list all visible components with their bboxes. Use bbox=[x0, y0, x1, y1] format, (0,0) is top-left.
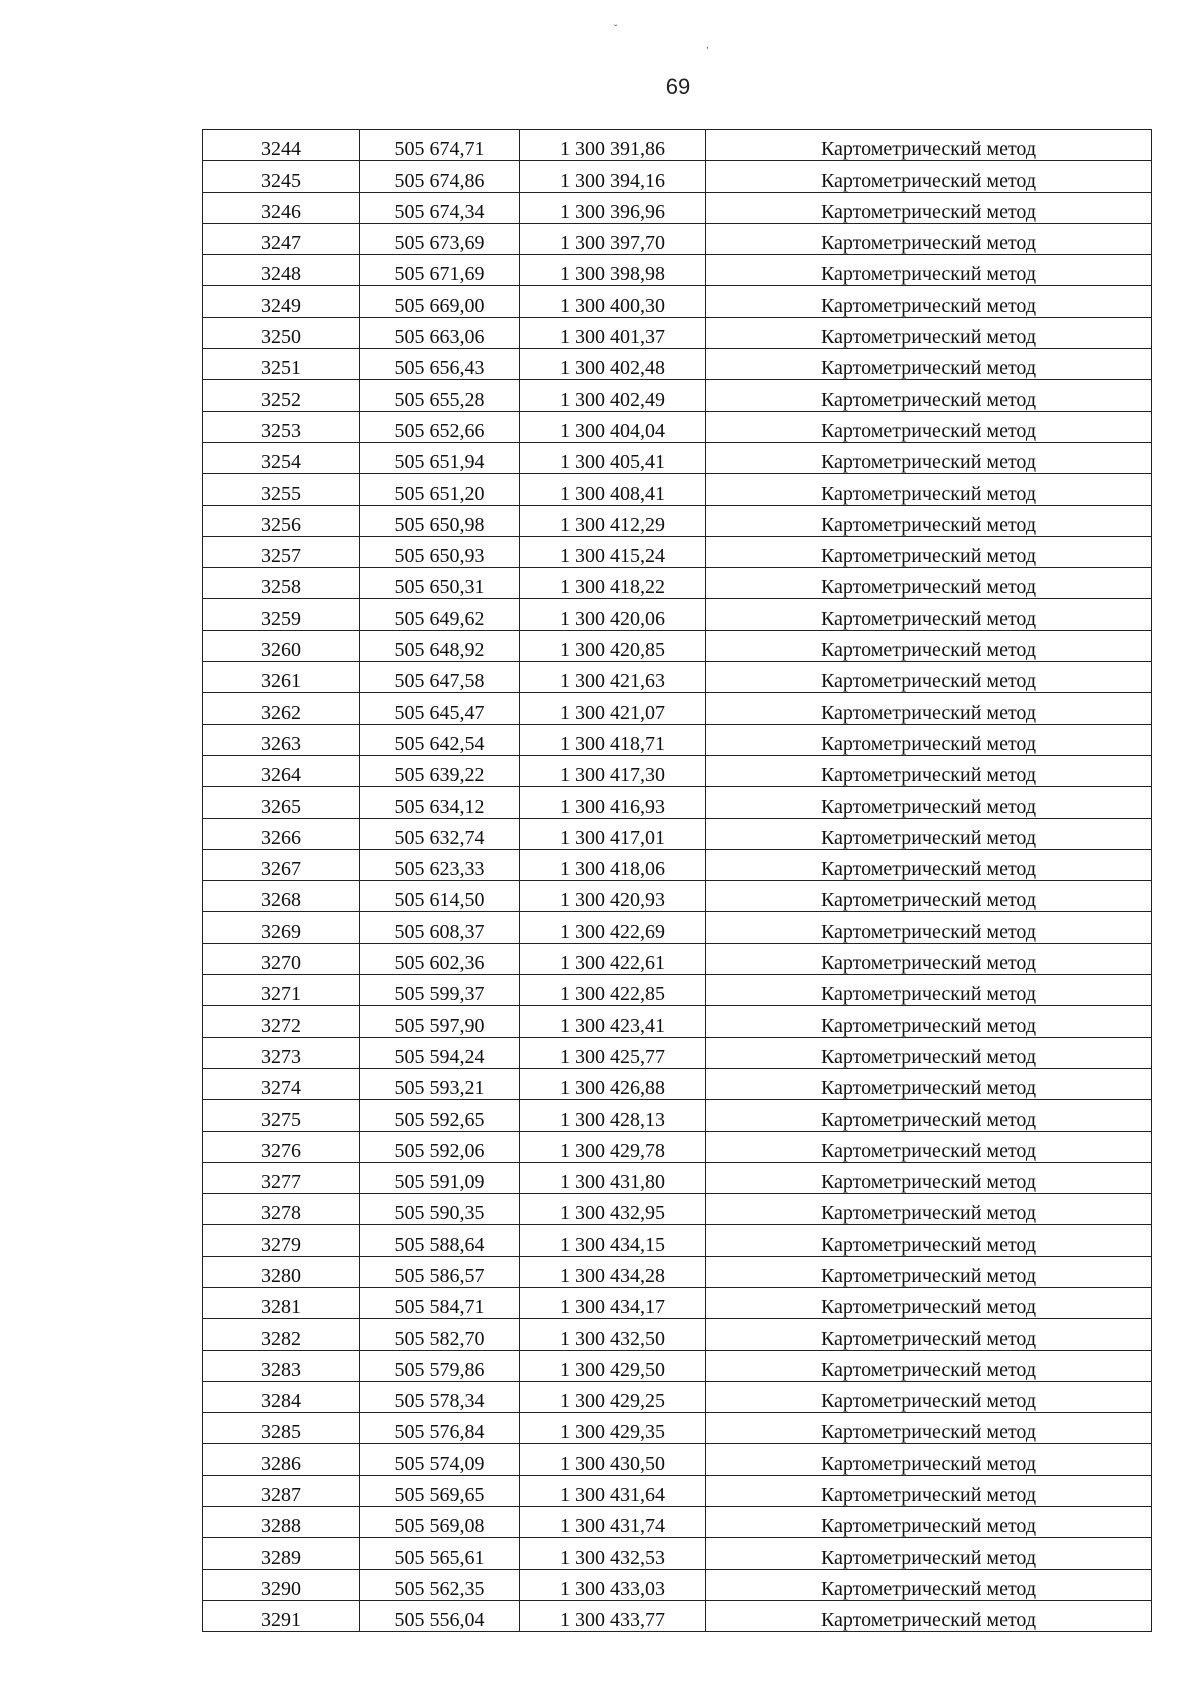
y-coordinate-cell: 1 300 421,07 bbox=[520, 693, 706, 724]
x-coordinate-cell: 505 656,43 bbox=[360, 349, 520, 380]
method-cell: Картометрический метод bbox=[706, 1507, 1152, 1538]
point-number-cell: 3277 bbox=[203, 1162, 360, 1193]
method-cell: Картометрический метод bbox=[706, 1287, 1152, 1318]
point-number-cell: 3247 bbox=[203, 223, 360, 254]
point-number-cell: 3244 bbox=[203, 130, 360, 161]
method-cell: Картометрический метод bbox=[706, 349, 1152, 380]
table-row bbox=[203, 286, 1152, 317]
method-cell: Картометрический метод bbox=[706, 787, 1152, 818]
table-row bbox=[203, 536, 1152, 567]
table-row bbox=[203, 724, 1152, 755]
method-cell: Картометрический метод bbox=[706, 1100, 1152, 1131]
point-number-cell: 3256 bbox=[203, 505, 360, 536]
x-coordinate-cell: 505 651,94 bbox=[360, 442, 520, 473]
y-coordinate-cell: 1 300 429,35 bbox=[520, 1413, 706, 1444]
method-cell: Картометрический метод bbox=[706, 1381, 1152, 1412]
point-number-cell: 3254 bbox=[203, 442, 360, 473]
x-coordinate-cell: 505 593,21 bbox=[360, 1068, 520, 1099]
table-row bbox=[203, 1600, 1152, 1631]
y-coordinate-cell: 1 300 432,50 bbox=[520, 1319, 706, 1350]
y-coordinate-cell: 1 300 434,17 bbox=[520, 1287, 706, 1318]
x-coordinate-cell: 505 674,86 bbox=[360, 161, 520, 192]
x-coordinate-cell: 505 650,93 bbox=[360, 536, 520, 567]
point-number-cell: 3266 bbox=[203, 818, 360, 849]
x-coordinate-cell: 505 594,24 bbox=[360, 1037, 520, 1068]
point-number-cell: 3268 bbox=[203, 881, 360, 912]
y-coordinate-cell: 1 300 429,78 bbox=[520, 1131, 706, 1162]
table-row bbox=[203, 787, 1152, 818]
point-number-cell: 3276 bbox=[203, 1131, 360, 1162]
table-row bbox=[203, 505, 1152, 536]
method-cell: Картометрический метод bbox=[706, 662, 1152, 693]
y-coordinate-cell: 1 300 420,06 bbox=[520, 599, 706, 630]
table-row bbox=[203, 255, 1152, 286]
point-number-cell: 3245 bbox=[203, 161, 360, 192]
point-number-cell: 3265 bbox=[203, 787, 360, 818]
table-row bbox=[203, 881, 1152, 912]
y-coordinate-cell: 1 300 429,25 bbox=[520, 1381, 706, 1412]
table-row bbox=[203, 1507, 1152, 1538]
method-cell: Картометрический метод bbox=[706, 1350, 1152, 1381]
method-cell: Картометрический метод bbox=[706, 192, 1152, 223]
point-number-cell: 3283 bbox=[203, 1350, 360, 1381]
y-coordinate-cell: 1 300 418,22 bbox=[520, 568, 706, 599]
scan-speck: ˇ bbox=[614, 24, 618, 35]
x-coordinate-cell: 505 650,31 bbox=[360, 568, 520, 599]
method-cell: Картометрический метод bbox=[706, 380, 1152, 411]
x-coordinate-cell: 505 588,64 bbox=[360, 1225, 520, 1256]
method-cell: Картометрический метод bbox=[706, 1475, 1152, 1506]
point-number-cell: 3280 bbox=[203, 1256, 360, 1287]
method-cell: Картометрический метод bbox=[706, 599, 1152, 630]
x-coordinate-cell: 505 565,61 bbox=[360, 1538, 520, 1569]
x-coordinate-cell: 505 591,09 bbox=[360, 1162, 520, 1193]
x-coordinate-cell: 505 632,74 bbox=[360, 818, 520, 849]
method-cell: Картометрический метод bbox=[706, 411, 1152, 442]
x-coordinate-cell: 505 648,92 bbox=[360, 630, 520, 661]
x-coordinate-cell: 505 655,28 bbox=[360, 380, 520, 411]
table-row bbox=[203, 662, 1152, 693]
point-number-cell: 3287 bbox=[203, 1475, 360, 1506]
y-coordinate-cell: 1 300 401,37 bbox=[520, 317, 706, 348]
y-coordinate-cell: 1 300 396,96 bbox=[520, 192, 706, 223]
y-coordinate-cell: 1 300 397,70 bbox=[520, 223, 706, 254]
y-coordinate-cell: 1 300 391,86 bbox=[520, 130, 706, 161]
method-cell: Картометрический метод bbox=[706, 1256, 1152, 1287]
x-coordinate-cell: 505 576,84 bbox=[360, 1413, 520, 1444]
point-number-cell: 3249 bbox=[203, 286, 360, 317]
x-coordinate-cell: 505 569,08 bbox=[360, 1507, 520, 1538]
table-row bbox=[203, 1444, 1152, 1475]
method-cell: Картометрический метод bbox=[706, 1006, 1152, 1037]
method-cell: Картометрический метод bbox=[706, 943, 1152, 974]
x-coordinate-cell: 505 650,98 bbox=[360, 505, 520, 536]
y-coordinate-cell: 1 300 433,03 bbox=[520, 1569, 706, 1600]
x-coordinate-cell: 505 674,71 bbox=[360, 130, 520, 161]
x-coordinate-cell: 505 562,35 bbox=[360, 1569, 520, 1600]
method-cell: Картометрический метод bbox=[706, 255, 1152, 286]
point-number-cell: 3257 bbox=[203, 536, 360, 567]
y-coordinate-cell: 1 300 432,53 bbox=[520, 1538, 706, 1569]
x-coordinate-cell: 505 608,37 bbox=[360, 912, 520, 943]
method-cell: Картометрический метод bbox=[706, 881, 1152, 912]
point-number-cell: 3273 bbox=[203, 1037, 360, 1068]
y-coordinate-cell: 1 300 417,30 bbox=[520, 755, 706, 786]
point-number-cell: 3290 bbox=[203, 1569, 360, 1600]
x-coordinate-cell: 505 582,70 bbox=[360, 1319, 520, 1350]
table-row bbox=[203, 1068, 1152, 1099]
table-row bbox=[203, 755, 1152, 786]
x-coordinate-cell: 505 579,86 bbox=[360, 1350, 520, 1381]
method-cell: Картометрический метод bbox=[706, 975, 1152, 1006]
method-cell: Картометрический метод bbox=[706, 630, 1152, 661]
method-cell: Картометрический метод bbox=[706, 1319, 1152, 1350]
table-row bbox=[203, 975, 1152, 1006]
x-coordinate-cell: 505 651,20 bbox=[360, 474, 520, 505]
table-row bbox=[203, 1006, 1152, 1037]
table-row bbox=[203, 1037, 1152, 1068]
table-row bbox=[203, 1413, 1152, 1444]
y-coordinate-cell: 1 300 420,85 bbox=[520, 630, 706, 661]
point-number-cell: 3251 bbox=[203, 349, 360, 380]
x-coordinate-cell: 505 592,06 bbox=[360, 1131, 520, 1162]
scan-speck: , bbox=[706, 40, 709, 51]
table-row bbox=[203, 1381, 1152, 1412]
y-coordinate-cell: 1 300 431,74 bbox=[520, 1507, 706, 1538]
y-coordinate-cell: 1 300 402,48 bbox=[520, 349, 706, 380]
point-number-cell: 3282 bbox=[203, 1319, 360, 1350]
table-row bbox=[203, 380, 1152, 411]
x-coordinate-cell: 505 597,90 bbox=[360, 1006, 520, 1037]
point-number-cell: 3271 bbox=[203, 975, 360, 1006]
point-number-cell: 3286 bbox=[203, 1444, 360, 1475]
table-row bbox=[203, 1350, 1152, 1381]
method-cell: Картометрический метод bbox=[706, 1569, 1152, 1600]
table-row bbox=[203, 1131, 1152, 1162]
table-row bbox=[203, 349, 1152, 380]
table-row bbox=[203, 1194, 1152, 1225]
point-number-cell: 3272 bbox=[203, 1006, 360, 1037]
table-row bbox=[203, 1162, 1152, 1193]
x-coordinate-cell: 505 634,12 bbox=[360, 787, 520, 818]
page-number: 69 bbox=[665, 74, 691, 99]
point-number-cell: 3274 bbox=[203, 1068, 360, 1099]
x-coordinate-cell: 505 586,57 bbox=[360, 1256, 520, 1287]
point-number-cell: 3259 bbox=[203, 599, 360, 630]
y-coordinate-cell: 1 300 423,41 bbox=[520, 1006, 706, 1037]
point-number-cell: 3270 bbox=[203, 943, 360, 974]
method-cell: Картометрический метод bbox=[706, 1162, 1152, 1193]
method-cell: Картометрический метод bbox=[706, 505, 1152, 536]
point-number-cell: 3279 bbox=[203, 1225, 360, 1256]
point-number-cell: 3285 bbox=[203, 1413, 360, 1444]
x-coordinate-cell: 505 663,06 bbox=[360, 317, 520, 348]
x-coordinate-cell: 505 556,04 bbox=[360, 1600, 520, 1631]
x-coordinate-cell: 505 592,65 bbox=[360, 1100, 520, 1131]
y-coordinate-cell: 1 300 421,63 bbox=[520, 662, 706, 693]
point-number-cell: 3263 bbox=[203, 724, 360, 755]
table-row bbox=[203, 317, 1152, 348]
y-coordinate-cell: 1 300 432,95 bbox=[520, 1194, 706, 1225]
method-cell: Картометрический метод bbox=[706, 223, 1152, 254]
x-coordinate-cell: 505 645,47 bbox=[360, 693, 520, 724]
method-cell: Картометрический метод bbox=[706, 755, 1152, 786]
y-coordinate-cell: 1 300 412,29 bbox=[520, 505, 706, 536]
table-row bbox=[203, 442, 1152, 473]
y-coordinate-cell: 1 300 422,85 bbox=[520, 975, 706, 1006]
table-row bbox=[203, 693, 1152, 724]
table-row bbox=[203, 1538, 1152, 1569]
point-number-cell: 3264 bbox=[203, 755, 360, 786]
point-number-cell: 3267 bbox=[203, 849, 360, 880]
table-row bbox=[203, 192, 1152, 223]
y-coordinate-cell: 1 300 431,64 bbox=[520, 1475, 706, 1506]
x-coordinate-cell: 505 673,69 bbox=[360, 223, 520, 254]
point-number-cell: 3288 bbox=[203, 1507, 360, 1538]
table-row bbox=[203, 630, 1152, 661]
x-coordinate-cell: 505 569,65 bbox=[360, 1475, 520, 1506]
method-cell: Картометрический метод bbox=[706, 1225, 1152, 1256]
table-row bbox=[203, 943, 1152, 974]
point-number-cell: 3278 bbox=[203, 1194, 360, 1225]
y-coordinate-cell: 1 300 430,50 bbox=[520, 1444, 706, 1475]
method-cell: Картометрический метод bbox=[706, 1037, 1152, 1068]
table-row bbox=[203, 1225, 1152, 1256]
method-cell: Картометрический метод bbox=[706, 724, 1152, 755]
point-number-cell: 3250 bbox=[203, 317, 360, 348]
table-row bbox=[203, 849, 1152, 880]
table-row bbox=[203, 223, 1152, 254]
point-number-cell: 3284 bbox=[203, 1381, 360, 1412]
y-coordinate-cell: 1 300 431,80 bbox=[520, 1162, 706, 1193]
point-number-cell: 3289 bbox=[203, 1538, 360, 1569]
table-row bbox=[203, 599, 1152, 630]
method-cell: Картометрический метод bbox=[706, 161, 1152, 192]
point-number-cell: 3275 bbox=[203, 1100, 360, 1131]
table-row bbox=[203, 1319, 1152, 1350]
x-coordinate-cell: 505 614,50 bbox=[360, 881, 520, 912]
y-coordinate-cell: 1 300 418,71 bbox=[520, 724, 706, 755]
y-coordinate-cell: 1 300 405,41 bbox=[520, 442, 706, 473]
point-number-cell: 3281 bbox=[203, 1287, 360, 1318]
method-cell: Картометрический метод bbox=[706, 474, 1152, 505]
x-coordinate-cell: 505 578,34 bbox=[360, 1381, 520, 1412]
y-coordinate-cell: 1 300 404,04 bbox=[520, 411, 706, 442]
method-cell: Картометрический метод bbox=[706, 1444, 1152, 1475]
x-coordinate-cell: 505 590,35 bbox=[360, 1194, 520, 1225]
y-coordinate-cell: 1 300 416,93 bbox=[520, 787, 706, 818]
point-number-cell: 3260 bbox=[203, 630, 360, 661]
method-cell: Картометрический метод bbox=[706, 286, 1152, 317]
x-coordinate-cell: 505 584,71 bbox=[360, 1287, 520, 1318]
y-coordinate-cell: 1 300 418,06 bbox=[520, 849, 706, 880]
y-coordinate-cell: 1 300 420,93 bbox=[520, 881, 706, 912]
x-coordinate-cell: 505 669,00 bbox=[360, 286, 520, 317]
y-coordinate-cell: 1 300 422,61 bbox=[520, 943, 706, 974]
y-coordinate-cell: 1 300 429,50 bbox=[520, 1350, 706, 1381]
table-row bbox=[203, 1256, 1152, 1287]
coordinates-table-body bbox=[203, 130, 1152, 1632]
point-number-cell: 3253 bbox=[203, 411, 360, 442]
point-number-cell: 3248 bbox=[203, 255, 360, 286]
coordinates-table bbox=[202, 129, 1152, 1632]
x-coordinate-cell: 505 599,37 bbox=[360, 975, 520, 1006]
y-coordinate-cell: 1 300 415,24 bbox=[520, 536, 706, 567]
table-row bbox=[203, 1287, 1152, 1318]
method-cell: Картометрический метод bbox=[706, 130, 1152, 161]
point-number-cell: 3291 bbox=[203, 1600, 360, 1631]
y-coordinate-cell: 1 300 402,49 bbox=[520, 380, 706, 411]
table-row bbox=[203, 161, 1152, 192]
table-row bbox=[203, 1475, 1152, 1506]
point-number-cell: 3269 bbox=[203, 912, 360, 943]
x-coordinate-cell: 505 602,36 bbox=[360, 943, 520, 974]
point-number-cell: 3262 bbox=[203, 693, 360, 724]
table-row bbox=[203, 130, 1152, 161]
y-coordinate-cell: 1 300 422,69 bbox=[520, 912, 706, 943]
method-cell: Картометрический метод bbox=[706, 1600, 1152, 1631]
x-coordinate-cell: 505 649,62 bbox=[360, 599, 520, 630]
y-coordinate-cell: 1 300 428,13 bbox=[520, 1100, 706, 1131]
x-coordinate-cell: 505 639,22 bbox=[360, 755, 520, 786]
method-cell: Картометрический метод bbox=[706, 1413, 1152, 1444]
x-coordinate-cell: 505 674,34 bbox=[360, 192, 520, 223]
x-coordinate-cell: 505 647,58 bbox=[360, 662, 520, 693]
y-coordinate-cell: 1 300 425,77 bbox=[520, 1037, 706, 1068]
method-cell: Картометрический метод bbox=[706, 818, 1152, 849]
table-row bbox=[203, 474, 1152, 505]
method-cell: Картометрический метод bbox=[706, 536, 1152, 567]
y-coordinate-cell: 1 300 434,28 bbox=[520, 1256, 706, 1287]
x-coordinate-cell: 505 574,09 bbox=[360, 1444, 520, 1475]
point-number-cell: 3246 bbox=[203, 192, 360, 223]
point-number-cell: 3252 bbox=[203, 380, 360, 411]
table-row bbox=[203, 1569, 1152, 1600]
point-number-cell: 3258 bbox=[203, 568, 360, 599]
y-coordinate-cell: 1 300 400,30 bbox=[520, 286, 706, 317]
y-coordinate-cell: 1 300 417,01 bbox=[520, 818, 706, 849]
y-coordinate-cell: 1 300 426,88 bbox=[520, 1068, 706, 1099]
x-coordinate-cell: 505 652,66 bbox=[360, 411, 520, 442]
method-cell: Картометрический метод bbox=[706, 442, 1152, 473]
point-number-cell: 3261 bbox=[203, 662, 360, 693]
method-cell: Картометрический метод bbox=[706, 1068, 1152, 1099]
method-cell: Картометрический метод bbox=[706, 1194, 1152, 1225]
method-cell: Картометрический метод bbox=[706, 568, 1152, 599]
x-coordinate-cell: 505 623,33 bbox=[360, 849, 520, 880]
table-row bbox=[203, 818, 1152, 849]
x-coordinate-cell: 505 671,69 bbox=[360, 255, 520, 286]
y-coordinate-cell: 1 300 433,77 bbox=[520, 1600, 706, 1631]
table-row bbox=[203, 1100, 1152, 1131]
method-cell: Картометрический метод bbox=[706, 912, 1152, 943]
y-coordinate-cell: 1 300 434,15 bbox=[520, 1225, 706, 1256]
y-coordinate-cell: 1 300 408,41 bbox=[520, 474, 706, 505]
y-coordinate-cell: 1 300 398,98 bbox=[520, 255, 706, 286]
y-coordinate-cell: 1 300 394,16 bbox=[520, 161, 706, 192]
table-row bbox=[203, 912, 1152, 943]
method-cell: Картометрический метод bbox=[706, 1538, 1152, 1569]
method-cell: Картометрический метод bbox=[706, 1131, 1152, 1162]
table-row bbox=[203, 411, 1152, 442]
method-cell: Картометрический метод bbox=[706, 849, 1152, 880]
method-cell: Картометрический метод bbox=[706, 317, 1152, 348]
point-number-cell: 3255 bbox=[203, 474, 360, 505]
x-coordinate-cell: 505 642,54 bbox=[360, 724, 520, 755]
table-row bbox=[203, 568, 1152, 599]
method-cell: Картометрический метод bbox=[706, 693, 1152, 724]
